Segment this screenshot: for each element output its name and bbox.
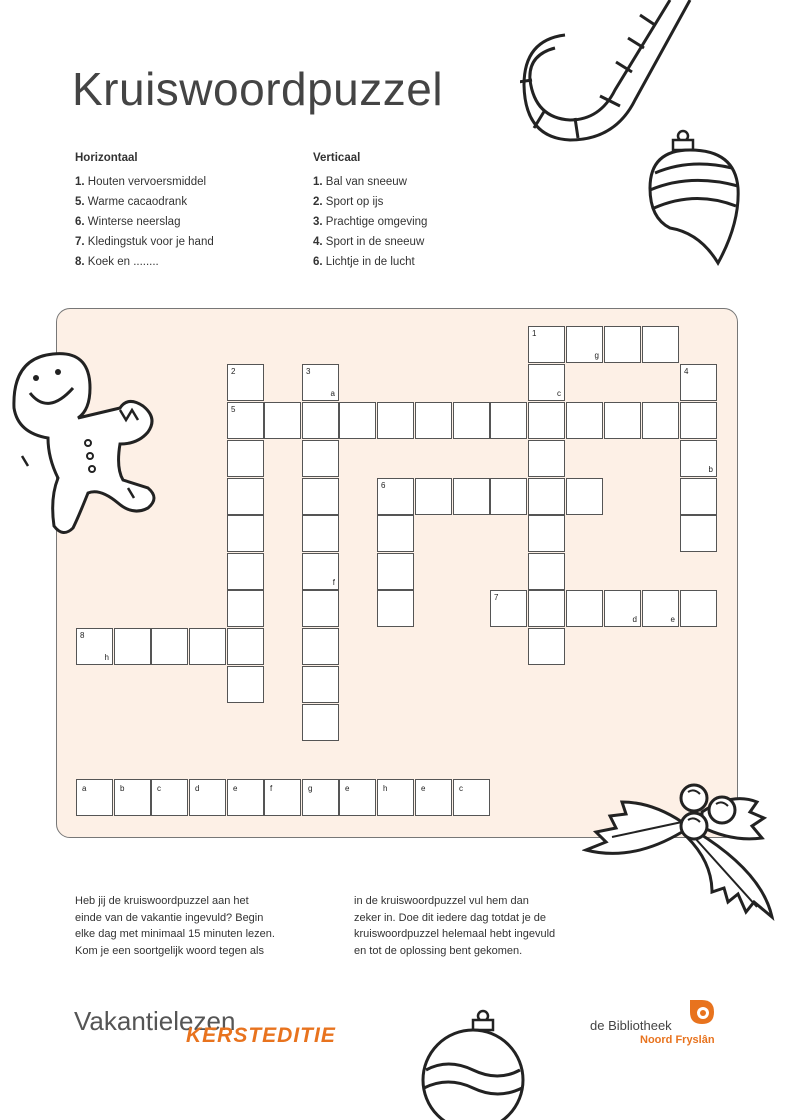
vakantielezen-logo: Vakantielezen (74, 1006, 236, 1036)
crossword-cell[interactable] (528, 553, 565, 590)
crossword-cell[interactable] (604, 326, 641, 363)
bibliotheek-region: Noord Fryslân (640, 1034, 715, 1046)
clues-vertical (313, 152, 427, 272)
crossword-cell[interactable] (227, 553, 264, 590)
crossword-cell[interactable] (528, 515, 565, 552)
solution-cell[interactable] (377, 779, 414, 816)
solution-letter: c (157, 784, 161, 793)
crossword-cell[interactable] (302, 704, 339, 741)
instruction-line: kruiswoordpuzzel helemaal hebt ingevuld (354, 928, 556, 940)
crossword-cell[interactable] (642, 590, 679, 627)
ornament-icon (640, 128, 750, 268)
crossword-cell[interactable] (114, 628, 151, 665)
clue-h-5: 5. Warme cacaodrank (75, 196, 188, 208)
crossword-cell[interactable] (680, 440, 717, 477)
cell-number: 7 (494, 593, 499, 602)
clue-h-6: 6. Winterse neerslag (75, 216, 181, 228)
ornament-icon (418, 1008, 528, 1120)
solution-letter: b (120, 784, 125, 793)
cell-number: 8 (80, 631, 85, 640)
crossword-cell[interactable] (490, 590, 527, 627)
crossword-cell[interactable] (302, 515, 339, 552)
crossword-cell[interactable] (453, 402, 490, 439)
solution-cell[interactable] (189, 779, 226, 816)
bibliotheek-logo-icon (688, 998, 716, 1026)
solution-letter: a (82, 784, 87, 793)
crossword-cell[interactable] (227, 364, 264, 401)
cell-letter: f (332, 578, 335, 587)
crossword-cell[interactable] (566, 590, 603, 627)
cell-number: 6 (381, 481, 386, 490)
solution-letter: c (459, 784, 463, 793)
cell-number: 3 (306, 367, 311, 376)
crossword-cell[interactable] (680, 364, 717, 401)
instructions-col-2 (354, 893, 555, 959)
solution-letter: h (383, 784, 388, 793)
crossword-cell[interactable] (528, 402, 565, 439)
clue-v-4: 4. Sport in de sneeuw (313, 236, 425, 248)
solution-letter: e (233, 784, 238, 793)
cell-letter: e (670, 615, 675, 624)
crossword-cell[interactable] (227, 478, 264, 515)
crossword-cell[interactable] (302, 666, 339, 703)
crossword-cell[interactable] (76, 628, 113, 665)
crossword-cell[interactable] (528, 364, 565, 401)
cell-letter: c (557, 389, 561, 398)
crossword-cell[interactable] (377, 590, 414, 627)
crossword-cell[interactable] (302, 402, 339, 439)
solution-cell[interactable] (339, 779, 376, 816)
clues-vertical-heading: Verticaal (313, 152, 361, 164)
crossword-cell[interactable] (302, 590, 339, 627)
cell-number: 5 (231, 405, 236, 414)
cell-number: 2 (231, 367, 236, 376)
gingerbread-man-icon (8, 348, 168, 538)
solution-letter: e (421, 784, 426, 793)
solution-letter: d (195, 784, 200, 793)
clue-v-2: 2. Sport op ijs (313, 196, 384, 208)
solution-letter: g (308, 784, 313, 793)
crossword-cell[interactable] (642, 326, 679, 363)
crossword-cell[interactable] (680, 402, 717, 439)
kersteditie-label: KERSTEDITIE (186, 1024, 336, 1047)
cell-number: 1 (532, 329, 537, 338)
instruction-line: Kom je een soortgelijk woord tegen als (75, 944, 264, 957)
crossword-cell[interactable] (377, 515, 414, 552)
solution-cell[interactable] (151, 779, 188, 816)
crossword-cell[interactable] (528, 440, 565, 477)
crossword-cell[interactable] (377, 478, 414, 515)
clue-v-3: 3. Prachtige omgeving (313, 216, 428, 228)
instruction-line: Heb jij de kruiswoordpuzzel aan het (75, 895, 249, 907)
crossword-cell[interactable] (680, 515, 717, 552)
solution-cell[interactable] (264, 779, 301, 816)
crossword-cell[interactable] (490, 402, 527, 439)
crossword-cell[interactable] (642, 402, 679, 439)
clues-horizontal-heading: Horizontaal (75, 152, 138, 164)
cell-letter: d (632, 615, 637, 624)
instruction-line: en tot de oplossing bent gekomen. (354, 944, 523, 957)
solution-cell[interactable] (114, 779, 151, 816)
crossword-cell[interactable] (151, 628, 188, 665)
solution-cell[interactable] (302, 779, 339, 816)
crossword-cell[interactable] (227, 515, 264, 552)
crossword-cell[interactable] (566, 478, 603, 515)
crossword-cell[interactable] (377, 402, 414, 439)
clues-horizontal (75, 152, 214, 272)
crossword-cell[interactable] (528, 478, 565, 515)
instruction-line: zeker in. Doe dit iedere dag totdat je de (354, 911, 547, 924)
crossword-cell[interactable] (415, 402, 452, 439)
crossword-cell[interactable] (604, 402, 641, 439)
solution-letter: f (270, 784, 273, 793)
instruction-line: elke dag met minimaal 15 minuten lezen. (75, 928, 275, 940)
crossword-cell[interactable] (227, 628, 264, 665)
crossword-cell[interactable] (604, 590, 641, 627)
crossword-cell[interactable] (302, 553, 339, 590)
crossword-cell[interactable] (227, 666, 264, 703)
crossword-cell[interactable] (415, 478, 452, 515)
instruction-line: einde van de vakantie ingevuld? Begin (75, 911, 264, 924)
crossword-cell[interactable] (377, 553, 414, 590)
page-title: Kruiswoordpuzzel (72, 63, 444, 115)
solution-cell[interactable] (227, 779, 264, 816)
crossword-cell[interactable] (680, 590, 717, 627)
crossword-cell[interactable] (566, 326, 603, 363)
clue-h-1: 1. Houten vervoersmiddel (75, 176, 207, 188)
solution-cell[interactable] (415, 779, 452, 816)
crossword-cell[interactable] (302, 440, 339, 477)
crossword-cell[interactable] (227, 440, 264, 477)
crossword-cell[interactable] (680, 478, 717, 515)
crossword-cell[interactable] (302, 628, 339, 665)
clue-h-7: 7. Kledingstuk voor je hand (75, 236, 214, 248)
crossword-cell[interactable] (302, 364, 339, 401)
cell-letter: b (708, 465, 713, 474)
cell-number: 4 (684, 367, 689, 376)
solution-letter: e (345, 784, 350, 793)
crossword-cell[interactable] (227, 402, 264, 439)
crossword-cell[interactable] (339, 402, 376, 439)
clue-h-8: 8. Koek en ........ (75, 256, 159, 268)
crossword-cell[interactable] (227, 590, 264, 627)
crossword-cell[interactable] (528, 590, 565, 627)
instruction-line: in de kruiswoordpuzzel vul hem dan (354, 895, 529, 907)
solution-cell[interactable] (76, 779, 113, 816)
solution-cell[interactable] (453, 779, 490, 816)
crossword-cell[interactable] (302, 478, 339, 515)
crossword-cell[interactable] (264, 402, 301, 439)
cell-letter: h (104, 653, 109, 662)
crossword-cell[interactable] (528, 628, 565, 665)
crossword-cell[interactable] (453, 478, 490, 515)
holly-icon (582, 782, 782, 922)
cell-letter: g (594, 351, 599, 360)
crossword-cell[interactable] (490, 478, 527, 515)
instructions-col-1 (75, 893, 275, 959)
clue-v-6: 6. Lichtje in de lucht (313, 256, 415, 268)
crossword-cell[interactable] (566, 402, 603, 439)
clue-v-1: 1. Bal van sneeuw (313, 176, 407, 188)
crossword-cell[interactable] (189, 628, 226, 665)
cell-letter: a (330, 389, 335, 398)
crossword-cell[interactable] (528, 326, 565, 363)
bibliotheek-logo: de Bibliotheek (590, 1018, 672, 1033)
